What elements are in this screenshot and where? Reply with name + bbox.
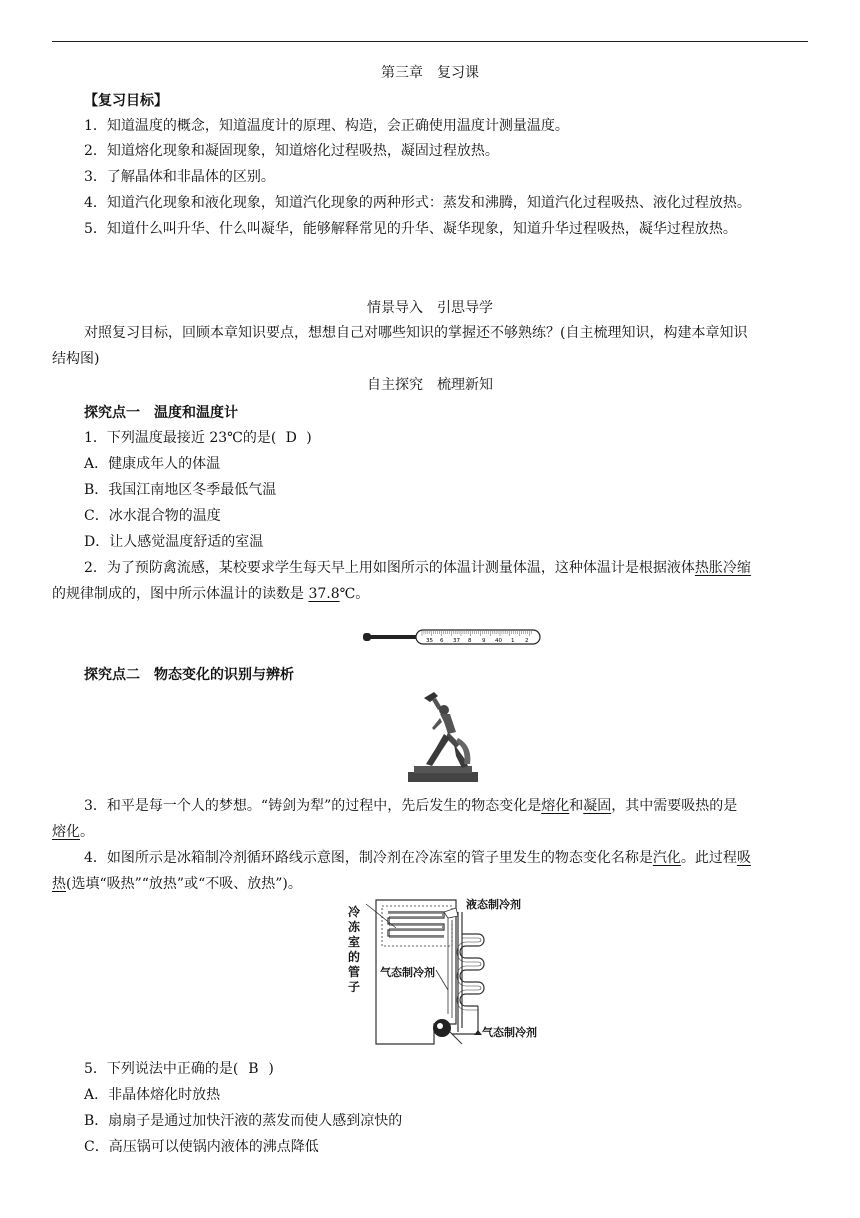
freezer-label-char: 的: [348, 950, 361, 964]
intro-line-2: 结构图): [52, 351, 100, 367]
question-3-text-end: 。: [80, 824, 94, 840]
point1-heading: 探究点一 温度和温度计: [84, 405, 238, 421]
intro-line-1: 对照复习目标，回顾本章知识要点，想想自己对哪些知识的掌握还不够熟练？(自主梳理知识，构建本章知识: [84, 325, 748, 341]
question-5-close: ): [268, 1061, 274, 1077]
question-5-option-b: B．扇扇子是通过加快汗液的蒸发而使人感到凉快的: [84, 1113, 403, 1129]
tick-label: 40: [495, 638, 502, 644]
freezer-label-char: 冻: [348, 920, 361, 934]
goal-item-4: 4．知道汽化现象和液化现象，知道汽化现象的两种形式：蒸发和沸腾，知道汽化过程吸热、液化过程放热。: [84, 195, 751, 211]
question-5-stem: [84, 1058, 274, 1078]
question-4-answer-2a: 吸: [736, 850, 751, 866]
question-1-option-b: B．我国江南地区冬季最低气温: [84, 482, 277, 498]
freezer-label-char: 冷: [348, 905, 361, 919]
thermometer-bulb: [363, 633, 371, 641]
goal-item-5: 5．知道什么叫升华、什么叫凝华，能够解释常见的升华、凝华现象，知道升华过程吸热，凝华过程放热。: [84, 221, 737, 237]
sword-to-plow-statue-image: [404, 688, 484, 784]
question-4-answer-2b: 热: [52, 876, 66, 892]
tick-label: 9: [482, 638, 486, 644]
question-1-stem: [84, 427, 312, 447]
question-3-text-2: ，其中需要吸热的是: [611, 798, 738, 814]
goal-item-2: 2．知道熔化现象和凝固现象，知道熔化过程吸热，凝固过程放热。: [84, 143, 499, 159]
tick-label: 1: [511, 638, 515, 644]
tick-label: 6: [440, 638, 444, 644]
question-5-text: 5．下列说法中正确的是(: [84, 1061, 239, 1077]
question-3-text-1: 3．和平是每一个人的梦想。“铸剑为犁”的过程中，先后发生的物态变化是: [84, 798, 542, 814]
point2-heading: 探究点二 物态变化的识别与辨析: [84, 667, 294, 683]
question-3-answer-1: 熔化: [541, 798, 570, 814]
question-2-answer-2: 37.8: [308, 586, 340, 602]
tick-label: 2: [525, 638, 529, 644]
fridge-refrigerant-diagram: [344, 894, 550, 1048]
question-3-text-and: 和: [569, 798, 584, 814]
question-2-line-1: [84, 557, 751, 577]
thermometer-mercury: [370, 635, 416, 639]
question-3-answer-3: 熔化: [52, 824, 80, 840]
tick-label: 8: [468, 638, 472, 644]
question-4-line-2: [52, 873, 302, 893]
question-1-text: 1．下列温度最接近 23℃的是(: [84, 430, 277, 446]
question-1-option-a: A．健康成年人的体温: [84, 456, 221, 472]
goal-item-3: 3．了解晶体和非晶体的区别。: [84, 169, 275, 185]
question-4-answer-1: 汽化: [652, 850, 681, 866]
question-2-text-1: 2．为了预防禽流感，某校要求学生每天早上用如图所示的体温计测量体温，这种体温计是根据液体: [84, 560, 695, 576]
question-5-option-c: C．高压锅可以使锅内液体的沸点降低: [84, 1139, 319, 1155]
goals-heading: 【复习目标】: [84, 93, 168, 109]
question-2-answer-1: 热胀冷缩: [694, 560, 751, 576]
question-1-option-c: C．冰水混合物的温度: [84, 508, 221, 524]
tick-label: 35: [426, 638, 433, 644]
freezer-label-char: 室: [348, 935, 361, 949]
thermometer-figure: [362, 626, 546, 648]
gas-refrigerant-inner-label: 气态制冷剂: [380, 966, 435, 979]
tick-label: 37: [453, 638, 460, 644]
goal-item-1: 1．知道温度的概念，知道温度计的原理、构造，会正确使用温度计测量温度。: [84, 118, 569, 134]
question-2-text-3: ℃。: [339, 586, 370, 602]
question-3-line-2: [52, 821, 94, 841]
header-rule: [52, 41, 808, 42]
question-1-close: ): [306, 430, 312, 446]
question-4-line-1: [84, 847, 751, 867]
question-4-text-1: 4．如图所示是冰箱制冷剂循环路线示意图，制冷剂在冷冻室的管子里发生的物态变化名称是: [84, 850, 653, 866]
gas-refrigerant-outer-label: 气态制冷剂: [482, 1026, 537, 1039]
liquid-refrigerant-label: 液态制冷剂: [466, 898, 521, 911]
question-3-line-1: [84, 795, 737, 815]
question-4-text-3: (选填“吸热”“放热”或“不吸、放热”)。: [66, 876, 302, 892]
question-4-text-2: 。此过程: [680, 850, 737, 866]
question-5-answer: B: [248, 1061, 259, 1077]
question-5-option-a: A．非晶体熔化时放热: [84, 1087, 221, 1103]
freezer-label-char: 子: [348, 980, 361, 994]
intro-heading: 情景导入 引思导学: [367, 300, 493, 316]
question-2-text-2: 的规律制成的，图中所示体温计的读数是: [52, 586, 304, 602]
explore-heading: 自主探究 梳理新知: [367, 377, 493, 393]
freezer-label-char: 管: [348, 965, 361, 979]
question-3-answer-2: 凝固: [583, 798, 612, 814]
question-1-option-d: D．让人感觉温度舒适的室温: [84, 534, 264, 550]
question-2-line-2: [52, 583, 369, 603]
question-1-answer: D: [285, 430, 297, 446]
page-title: 第三章 复习课: [381, 65, 479, 81]
